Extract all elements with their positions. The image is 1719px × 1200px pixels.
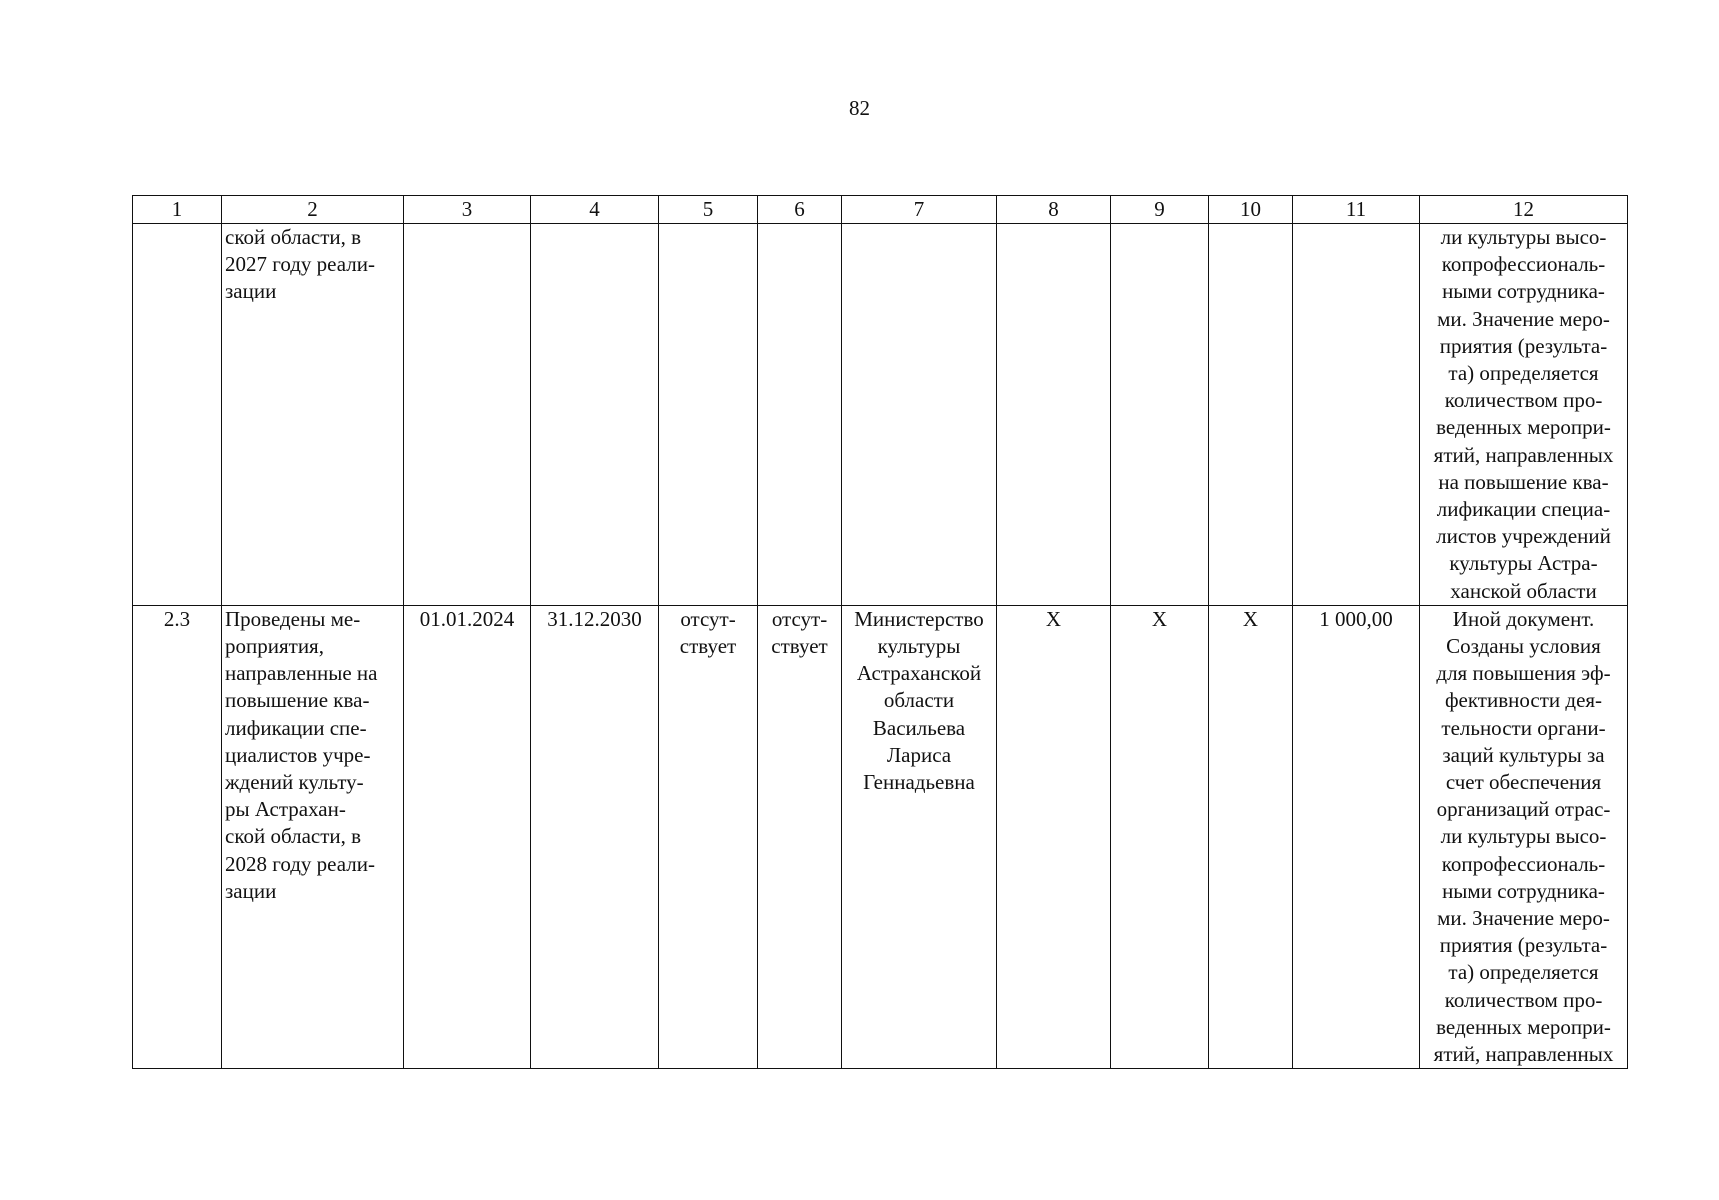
text-line: Астраханской <box>856 661 982 686</box>
column-header: 9 <box>1111 196 1209 224</box>
text-line: Иной документ. <box>1452 606 1595 631</box>
cell-number: 2.3 <box>133 605 222 1068</box>
column-header: 5 <box>659 196 758 224</box>
cell-col6 <box>758 224 842 606</box>
cell-measure-name <box>222 224 404 606</box>
cell-start-date <box>404 224 531 606</box>
text-line: ятий, направленных <box>1433 1042 1614 1067</box>
cell-number <box>133 224 222 606</box>
column-header: 7 <box>842 196 997 224</box>
column-header: 4 <box>531 196 659 224</box>
text-line: приятия (результа- <box>1439 333 1608 358</box>
text-line: Министерство <box>854 606 984 631</box>
text-line: зации <box>225 878 277 903</box>
cell-end-date: 31.12.2030 <box>531 605 659 1068</box>
cell-col8: X <box>997 605 1111 1068</box>
text-line: ханской области <box>1450 578 1597 603</box>
cell-start-date: 01.01.2024 <box>404 605 531 1068</box>
text-line: Васильева <box>872 715 966 740</box>
text-line: на повышение ква- <box>1438 469 1609 494</box>
text-line: области <box>883 688 955 713</box>
cell-responsible <box>842 224 997 606</box>
text-line: ятий, направленных <box>1433 442 1614 467</box>
text-line: отсут- <box>680 606 736 631</box>
text-line: ской области, в <box>225 824 362 849</box>
text-line: 2027 году реали- <box>225 252 375 277</box>
text-line: отсут- <box>771 606 828 631</box>
cell-col8 <box>997 224 1111 606</box>
text-line: Проведены ме- <box>225 606 361 631</box>
text-line: тельности органи- <box>1441 715 1606 740</box>
text-line: фективности дея- <box>1444 688 1603 713</box>
text-line: ской области, в <box>225 225 362 249</box>
text-line: та) определяется <box>1448 361 1599 386</box>
text-line: копрофессиональ- <box>1441 851 1606 876</box>
text-line: приятия (результа- <box>1439 933 1608 958</box>
cell-col9 <box>1111 224 1209 606</box>
text-line: ми. Значение меро- <box>1437 906 1610 931</box>
text-line: организаций отрас- <box>1436 797 1611 822</box>
text-line: ствует <box>679 634 737 659</box>
text-line: Геннадьевна <box>863 770 975 795</box>
cell-description <box>1420 224 1628 606</box>
text-line: направленные на <box>225 661 378 686</box>
text-line: зации <box>225 279 277 304</box>
text-line: циалистов учре- <box>225 742 371 767</box>
text-line: заций культуры за <box>1442 742 1605 767</box>
cell-col6 <box>758 605 842 1068</box>
cell-responsible <box>842 605 997 1068</box>
cell-col9: X <box>1111 605 1209 1068</box>
cell-measure-name <box>222 605 404 1068</box>
text-line: 2028 году реали- <box>225 851 375 876</box>
text-line: лификации специа- <box>1436 497 1611 522</box>
text-line: та) определяется <box>1448 960 1599 985</box>
text-line: копрофессиональ- <box>1441 252 1606 277</box>
column-header: 8 <box>997 196 1111 224</box>
cell-col5 <box>659 605 758 1068</box>
cell-col10 <box>1209 224 1293 606</box>
text-line: Созданы условия <box>1446 634 1601 659</box>
text-line: для повышения эф- <box>1436 661 1611 686</box>
column-number-row <box>133 196 1628 224</box>
cell-col10: X <box>1209 605 1293 1068</box>
text-line: лификации спе- <box>225 715 367 740</box>
text-line: ными сотрудника- <box>1442 878 1605 903</box>
table-row-continuation <box>133 224 1628 606</box>
text-line: повышение ква- <box>225 688 370 713</box>
text-line: количеством про- <box>1444 388 1603 413</box>
cell-amount: 1 000,00 <box>1293 605 1420 1068</box>
cell-col5 <box>659 224 758 606</box>
text-line: ли культуры высо- <box>1440 225 1607 249</box>
text-line: Лариса <box>886 742 952 767</box>
text-line: ры Астрахан- <box>225 797 346 822</box>
text-line: культуры <box>877 634 961 659</box>
text-line: ждений культу- <box>225 770 364 795</box>
page-number: 82 <box>849 96 870 120</box>
column-header: 3 <box>404 196 531 224</box>
text-line: количеством про- <box>1444 987 1603 1012</box>
text-line: ными сотрудника- <box>1442 279 1605 304</box>
text-line: листов учреждений <box>1436 524 1611 549</box>
text-line: ми. Значение меро- <box>1437 306 1610 331</box>
text-line: веденных меропри- <box>1436 1014 1611 1039</box>
text-line: счет обеспечения <box>1445 770 1602 795</box>
column-header: 12 <box>1420 196 1628 224</box>
text-line: ли культуры высо- <box>1440 824 1607 849</box>
column-header: 11 <box>1293 196 1420 224</box>
cell-col11 <box>1293 224 1420 606</box>
table-row-2-3 <box>133 605 1628 1068</box>
cell-end-date <box>531 224 659 606</box>
text-line: культуры Астра- <box>1449 551 1598 576</box>
cell-description <box>1420 605 1628 1068</box>
measures-table <box>132 195 1628 1069</box>
text-line: роприятия, <box>225 634 324 659</box>
column-header: 1 <box>133 196 222 224</box>
column-header: 6 <box>758 196 842 224</box>
text-line: веденных меропри- <box>1436 415 1611 440</box>
text-line: ствует <box>771 634 828 659</box>
column-header: 10 <box>1209 196 1293 224</box>
column-header: 2 <box>222 196 404 224</box>
